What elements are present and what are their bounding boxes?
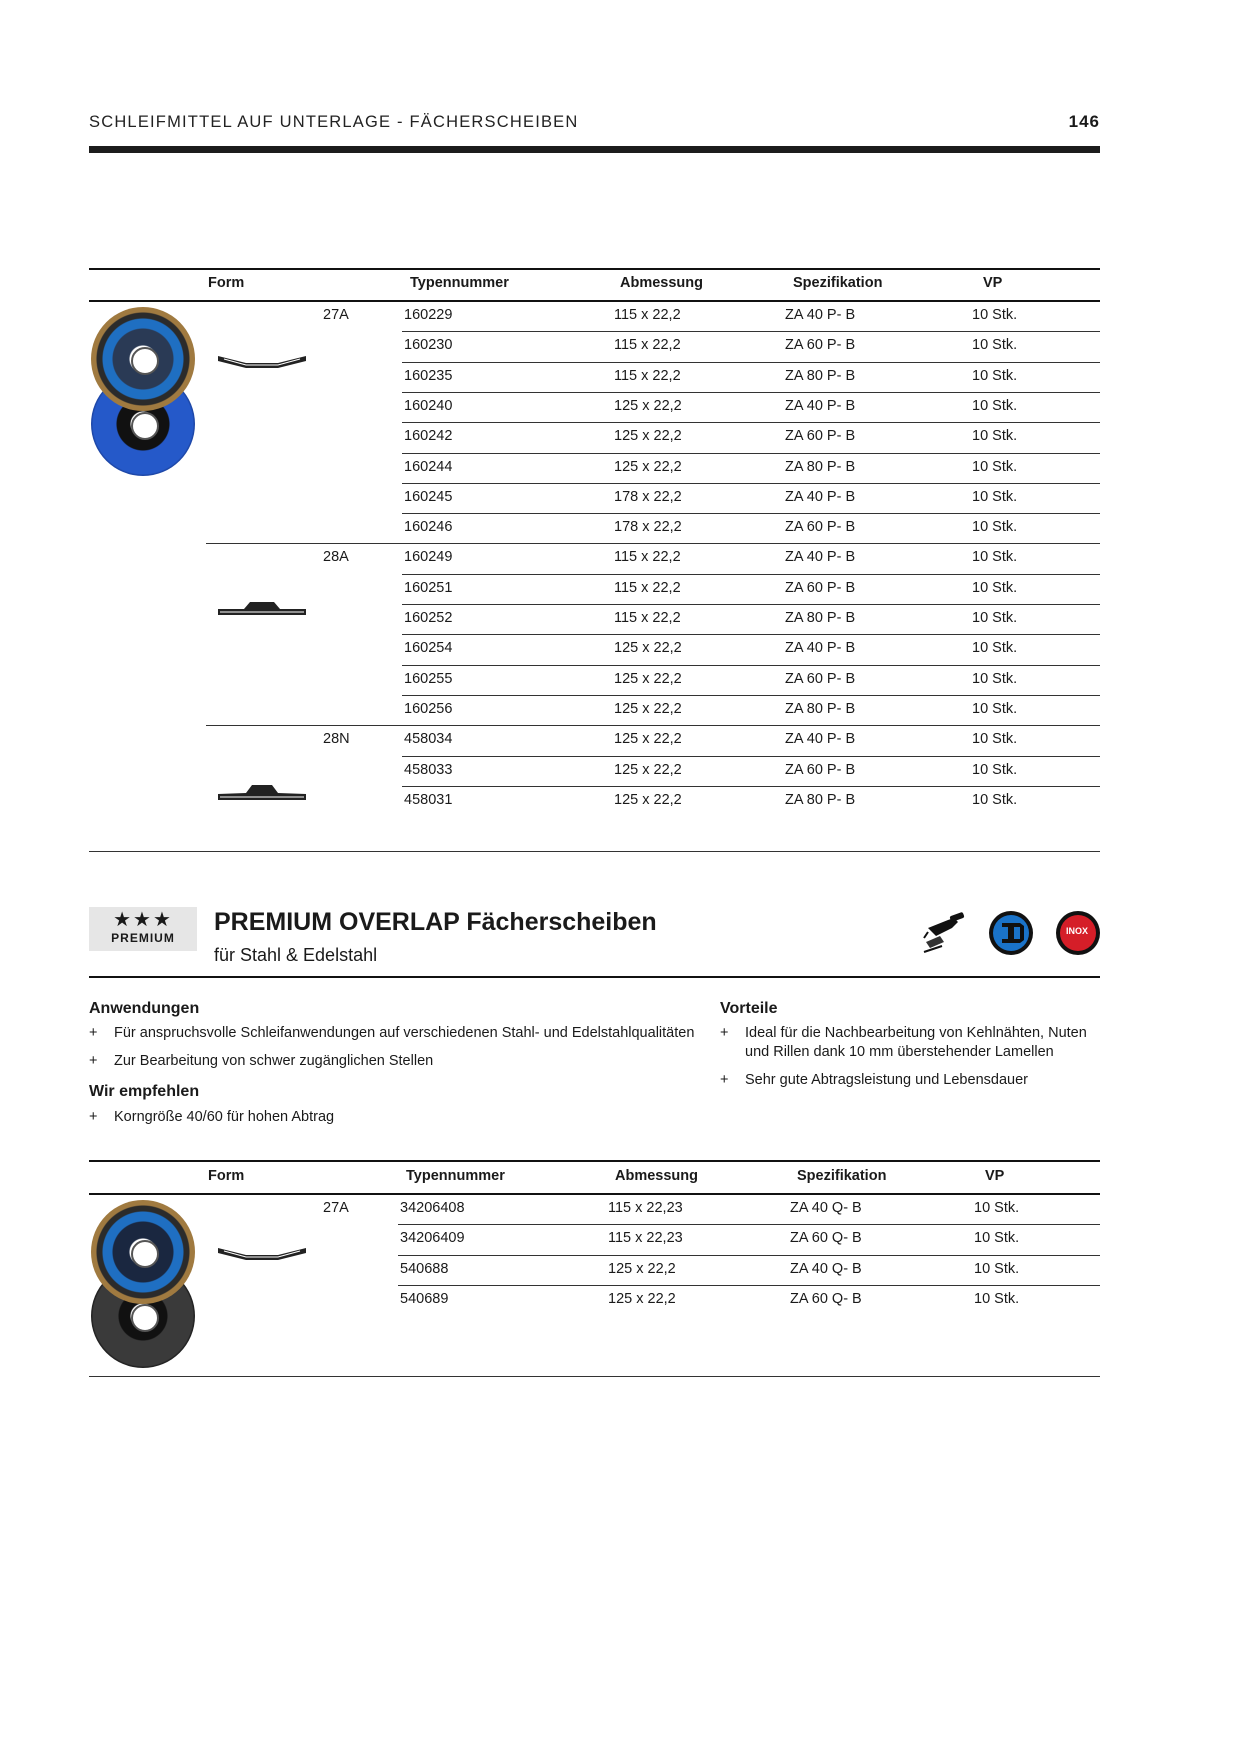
header-rule [89,146,1100,153]
row-separator [402,422,1100,423]
form-code-label: 28N [323,731,350,748]
cell-abmessung: 125 x 22,2 [614,761,682,778]
cell-abmessung: 125 x 22,2 [614,428,682,445]
anwendungen-item: + Für anspruchsvolle Schleifanwendungen auf verschiedenen Stahl- und Edelstahlqualitäten [89,1025,695,1041]
cell-vp: 10 Stk. [972,549,1018,566]
cell-spezifikation: ZA 80 P- B [785,791,856,808]
col-header-vp: VP [985,1168,1005,1184]
col-header-form: Form [208,275,245,291]
cell-abmessung: 125 x 22,2 [614,670,682,687]
cell-vp: 10 Stk. [974,1260,1020,1277]
cell-typennummer: 160242 [404,428,453,445]
cell-abmessung: 115 x 22,2 [614,307,681,323]
cell-spezifikation: ZA 80 P- B [785,610,856,626]
table-header-rule [89,300,1100,302]
form-shape-27a-icon [216,1242,308,1266]
cell-typennummer: 458033 [404,761,453,778]
cell-vp: 10 Stk. [972,640,1018,657]
cell-vp: 10 Stk. [972,731,1018,748]
col-header-abmessung: Abmessung [620,275,703,291]
cell-typennummer: 160256 [404,700,453,717]
page-header-title: SCHLEIFMITTEL AUF UNTERLAGE - FÄCHERSCHEIBEN [89,113,579,131]
form-code-label: 28A [323,549,349,566]
cell-spezifikation: ZA 40 P- B [785,397,856,414]
cell-typennummer: 160249 [404,549,453,566]
cell-spezifikation: ZA 80 P- B [785,367,856,384]
cell-spezifikation: ZA 40 P- B [785,640,856,657]
cell-spezifikation: ZA 60 P- B [785,428,856,445]
row-separator [398,1285,1100,1286]
cell-spezifikation: ZA 40 Q- B [790,1260,862,1277]
product-image-disc-front [91,1200,195,1304]
cell-vp: 10 Stk. [972,610,1018,626]
premium-stars: ★★★ [113,909,173,931]
wir-empfehlen-heading: Wir empfehlen [89,1083,200,1100]
cell-typennummer: 160255 [404,670,453,687]
col-header-form: Form [208,1168,245,1184]
section-subtitle: für Stahl & Edelstahl [214,945,378,965]
table-bottom-rule [89,1376,1100,1377]
col-header-spezifikation: Spezifikation [797,1168,887,1184]
section-title: PREMIUM OVERLAP Fächerscheiben [214,908,657,936]
cell-typennummer: 160254 [404,640,453,657]
page-number: 146 [1068,112,1100,131]
cell-typennummer: 160229 [404,307,453,323]
cell-abmessung: 125 x 22,2 [614,791,682,808]
cell-vp: 10 Stk. [972,307,1018,323]
row-separator [402,453,1100,454]
cell-typennummer: 160240 [404,397,453,414]
form-shape-28n-icon [216,780,308,804]
cell-vp: 10 Stk. [972,488,1018,505]
row-separator [402,574,1100,575]
cell-spezifikation: ZA 40 P- B [785,307,856,323]
cell-typennummer: 540688 [400,1260,449,1277]
cell-abmessung: 115 x 22,23 [608,1230,683,1247]
cell-vp: 10 Stk. [974,1200,1020,1216]
cell-typennummer: 458034 [404,731,453,748]
vorteile-item: + Ideal für die Nachbearbeitung von Kehlnähten, Nuten und Rillen dank 10 mm überstehender Lamellen [720,1025,1087,1060]
inox-icon [1056,911,1100,955]
cell-typennummer: 160245 [404,488,453,505]
cell-vp: 10 Stk. [974,1290,1020,1307]
cell-abmessung: 125 x 22,2 [614,700,682,717]
product-image-disc-front [91,307,195,411]
section-rule [89,976,1100,978]
form-shape-28a-icon [216,596,308,620]
cell-abmessung: 125 x 22,2 [614,397,682,414]
vorteile-heading: Vorteile [720,1000,778,1017]
cell-abmessung: 115 x 22,23 [608,1200,683,1216]
cell-vp: 10 Stk. [972,700,1018,717]
cell-abmessung: 125 x 22,2 [608,1290,676,1307]
row-separator [402,483,1100,484]
table-top-rule [89,1160,1100,1162]
cell-vp: 10 Stk. [974,1230,1020,1247]
cell-spezifikation: ZA 60 P- B [785,337,856,354]
anwendungen-item: + Zur Bearbeitung von schwer zugänglichen Stellen [89,1053,434,1069]
cell-abmessung: 115 x 22,2 [614,579,681,596]
cell-spezifikation: ZA 60 P- B [785,579,856,596]
cell-vp: 10 Stk. [972,761,1018,778]
form-code-label: 27A [323,1200,349,1216]
cell-typennummer: 34206409 [400,1230,465,1247]
row-separator [398,1224,1100,1225]
vorteile-item: + Sehr gute Abtragsleistung und Lebensdauer [720,1072,1028,1088]
col-header-abmessung: Abmessung [615,1168,698,1184]
cell-typennummer: 160230 [404,337,453,354]
group-separator [206,725,1100,726]
cell-abmessung: 115 x 22,2 [614,610,681,626]
cell-abmessung: 115 x 22,2 [614,367,681,384]
cell-spezifikation: ZA 40 P- B [785,488,856,505]
cell-abmessung: 115 x 22,2 [614,549,681,566]
row-separator [402,362,1100,363]
cell-spezifikation: ZA 80 P- B [785,458,856,475]
table-bottom-rule [89,851,1100,852]
cell-vp: 10 Stk. [972,397,1018,414]
cell-typennummer: 458031 [404,791,453,808]
cell-spezifikation: ZA 60 P- B [785,761,856,778]
row-separator [402,513,1100,514]
cell-spezifikation: ZA 40 P- B [785,731,856,748]
angle-grinder-icon [922,912,970,956]
cell-abmessung: 125 x 22,2 [608,1260,676,1277]
cell-vp: 10 Stk. [972,791,1018,808]
cell-typennummer: 34206408 [400,1200,465,1216]
row-separator [402,634,1100,635]
cell-vp: 10 Stk. [972,428,1018,445]
col-header-typennummer: Typennummer [410,275,509,291]
cell-spezifikation: ZA 60 P- B [785,670,856,687]
cell-spezifikation: ZA 60 P- B [785,519,856,536]
cell-abmessung: 125 x 22,2 [614,458,682,475]
steel-icon [989,911,1033,955]
cell-typennummer: 160235 [404,367,453,384]
cell-vp: 10 Stk. [972,579,1018,596]
row-separator [398,1255,1100,1256]
form-code-label: 27A [323,307,349,323]
cell-abmessung: 125 x 22,2 [614,640,682,657]
row-separator [402,756,1100,757]
row-separator [402,392,1100,393]
premium-badge [89,907,197,951]
table-top-rule [89,268,1100,270]
cell-vp: 10 Stk. [972,519,1018,536]
col-header-vp: VP [983,275,1003,291]
cell-abmessung: 178 x 22,2 [614,519,682,536]
cell-spezifikation: ZA 40 Q- B [790,1200,862,1216]
cell-spezifikation: ZA 60 Q- B [790,1230,862,1247]
wir-empfehlen-item: + Korngröße 40/60 für hohen Abtrag [89,1109,335,1125]
cell-typennummer: 160251 [404,579,453,596]
row-separator [402,331,1100,332]
premium-label: PREMIUM [111,931,175,945]
group-separator [206,543,1100,544]
row-separator [402,665,1100,666]
table-header-rule [89,1193,1100,1195]
cell-vp: 10 Stk. [972,458,1018,475]
anwendungen-heading: Anwendungen [89,1000,200,1017]
cell-spezifikation: ZA 40 P- B [785,549,856,566]
cell-abmessung: 178 x 22,2 [614,488,682,505]
row-separator [402,604,1100,605]
col-header-spezifikation: Spezifikation [793,275,883,291]
cell-vp: 10 Stk. [972,337,1018,354]
cell-vp: 10 Stk. [972,670,1018,687]
cell-vp: 10 Stk. [972,367,1018,384]
cell-typennummer: 160244 [404,458,453,475]
row-separator [402,786,1100,787]
cell-typennummer: 540689 [400,1290,449,1307]
cell-abmessung: 125 x 22,2 [614,731,682,748]
cell-typennummer: 160252 [404,610,453,626]
cell-spezifikation: ZA 80 P- B [785,700,856,717]
cell-abmessung: 115 x 22,2 [614,337,681,354]
col-header-typennummer: Typennummer [406,1168,505,1184]
inox-label: INOX [1066,926,1089,936]
row-separator [402,695,1100,696]
cell-spezifikation: ZA 60 Q- B [790,1290,862,1307]
form-shape-27a-icon [216,350,308,374]
cell-typennummer: 160246 [404,519,453,536]
